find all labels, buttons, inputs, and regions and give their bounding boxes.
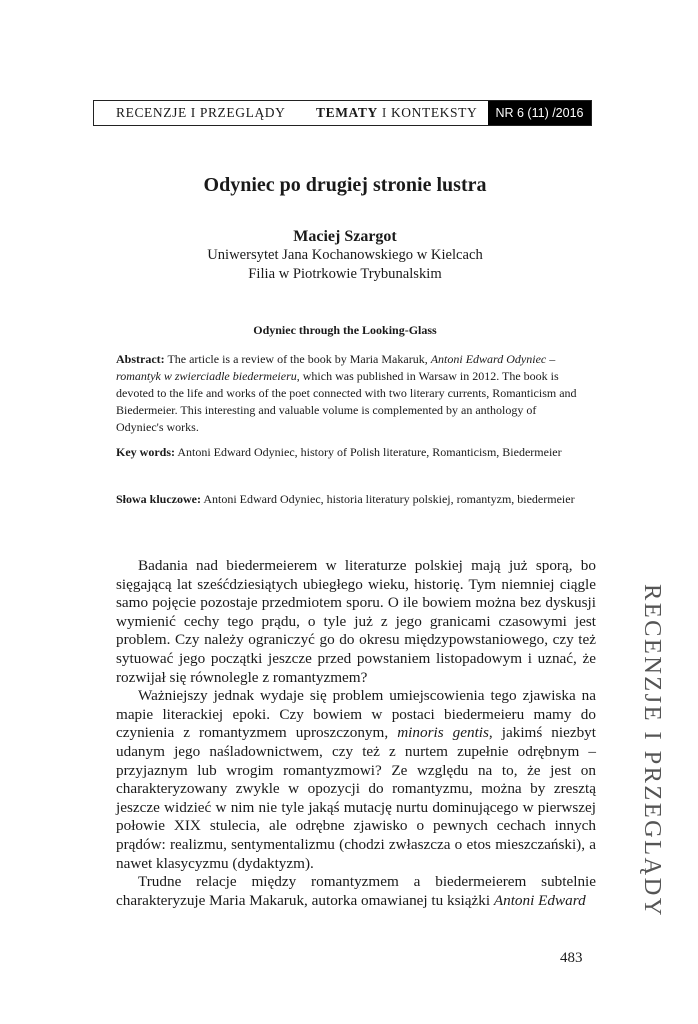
keywords-text: Antoni Edward Odyniec, history of Polish literature, Romanticism, Biedermeier <box>177 445 562 459</box>
body-paragraph-3 <box>116 873 596 910</box>
abstract-block <box>116 351 586 436</box>
abstract-label: Abstract: <box>116 352 165 366</box>
side-section-label <box>638 584 666 924</box>
english-title: Odyniec through the Looking-Glass <box>253 323 437 337</box>
journal-name-separator: I <box>381 105 387 120</box>
body-paragraph-1: Badania nad biedermeierem w literaturze polskiej mają już sporą, bo sięgającą lat sześćdziesiątych ubiegłego wieku, historię. Tym niemniej ciągle samo pojęcie pozostaje przedmiotem sporu. O ile bowiem można bez dyskusji wymienić cechy tego prądu, o tyle już z jego granicami czasowymi jest problem. Czy należy ograniczyć go do okresu międzypowstaniowego, czy też sytuować jego początki jeszcze przed powstaniem listopadowym i uznać, że rozwijał się równolegle z romantyzmem? <box>116 557 596 686</box>
journal-name-rest: KONTEKSTY <box>390 105 478 120</box>
body-paragraph-3-part-a: Trudne relacje między romantyzmem a biedermeierem subtelnie charakteryzuje Maria Makaruk, autorka omawianej tu książki <box>116 873 596 909</box>
journal-name-bold: TEMATY <box>316 105 378 120</box>
body-paragraph-2-part-a: Ważniejszy jednak wydaje się problem umiejscowienia tego zjawiska na mapie literackiej epoki. Czy bowiem w postaci biedermeieru mamy do czynienia z romantyzmem uproszczonym, <box>116 687 596 742</box>
side-section-text: RECENZJE I PRZEGLĄDY <box>639 584 666 918</box>
body-paragraph-2-italic: minoris gentis <box>397 724 489 742</box>
body-text <box>116 557 596 910</box>
abstract-text-1: The article is a review of the book by Maria Makaruk, <box>167 352 428 366</box>
body-paragraph-3-italic: Antoni Edward <box>493 891 586 909</box>
abstract-text-2: , which was published in Warsaw in 2012. The book is devoted to the life and works of the poet connected with two literary currents, Romanticism and Biedermeier. This interesting and valuable volume is complemented by an anthology of Odyniec's works. <box>116 369 577 434</box>
journal-name <box>316 105 477 121</box>
affiliation-line-1: Uniwersytet Jana Kochanowskiego w Kielcach <box>207 247 483 263</box>
affiliation-line-2: Filia w Piotrkowie Trybunalskim <box>248 266 442 282</box>
slowa-kluczowe-block <box>116 491 586 508</box>
header-section-label: RECENZJE I PRZEGLĄDY <box>116 105 286 120</box>
author-name: Maciej Szargot <box>293 228 397 245</box>
keywords-label: Key words: <box>116 445 175 459</box>
article-title: Odyniec po drugiej stronie lustra <box>203 174 487 196</box>
page-number: 483 <box>560 950 583 966</box>
body-paragraph-2-part-b: , jakimś niezbyt udanym jego naśladownictwem, czy też z nurtem zupełnie odrębnym – przyjaznym lub wrogim romantyzmowi? Ze względu na to, że jest on charakteryzowany zwykle w opozycji do romantyzmu, można by zresztą jeszcze widzieć w nim nie tyle jakąś mutację nurtu dominującego w pierwszej połowie XIX stulecia, ale odrębne zjawisko o pewnych cechach innych prądów: realizmu, sentymentalizmu (chodzi zwłaszcza o etos mieszczański), a nawet klasycyzmu (dydaktyzm). <box>116 724 596 872</box>
body-paragraph-2 <box>116 687 596 873</box>
slowa-kluczowe-label: Słowa kluczowe: <box>116 492 201 506</box>
slowa-kluczowe-text: Antoni Edward Odyniec, historia literatury polskiej, romantyzm, biedermeier <box>203 492 575 506</box>
running-header <box>93 100 592 126</box>
abstract-book-title: Antoni Edward Odyniec – romantyk w zwierciadle biedermeieru <box>116 352 556 383</box>
issue-badge: NR 6 (11) /2016 <box>488 101 591 125</box>
keywords-block <box>116 444 586 461</box>
